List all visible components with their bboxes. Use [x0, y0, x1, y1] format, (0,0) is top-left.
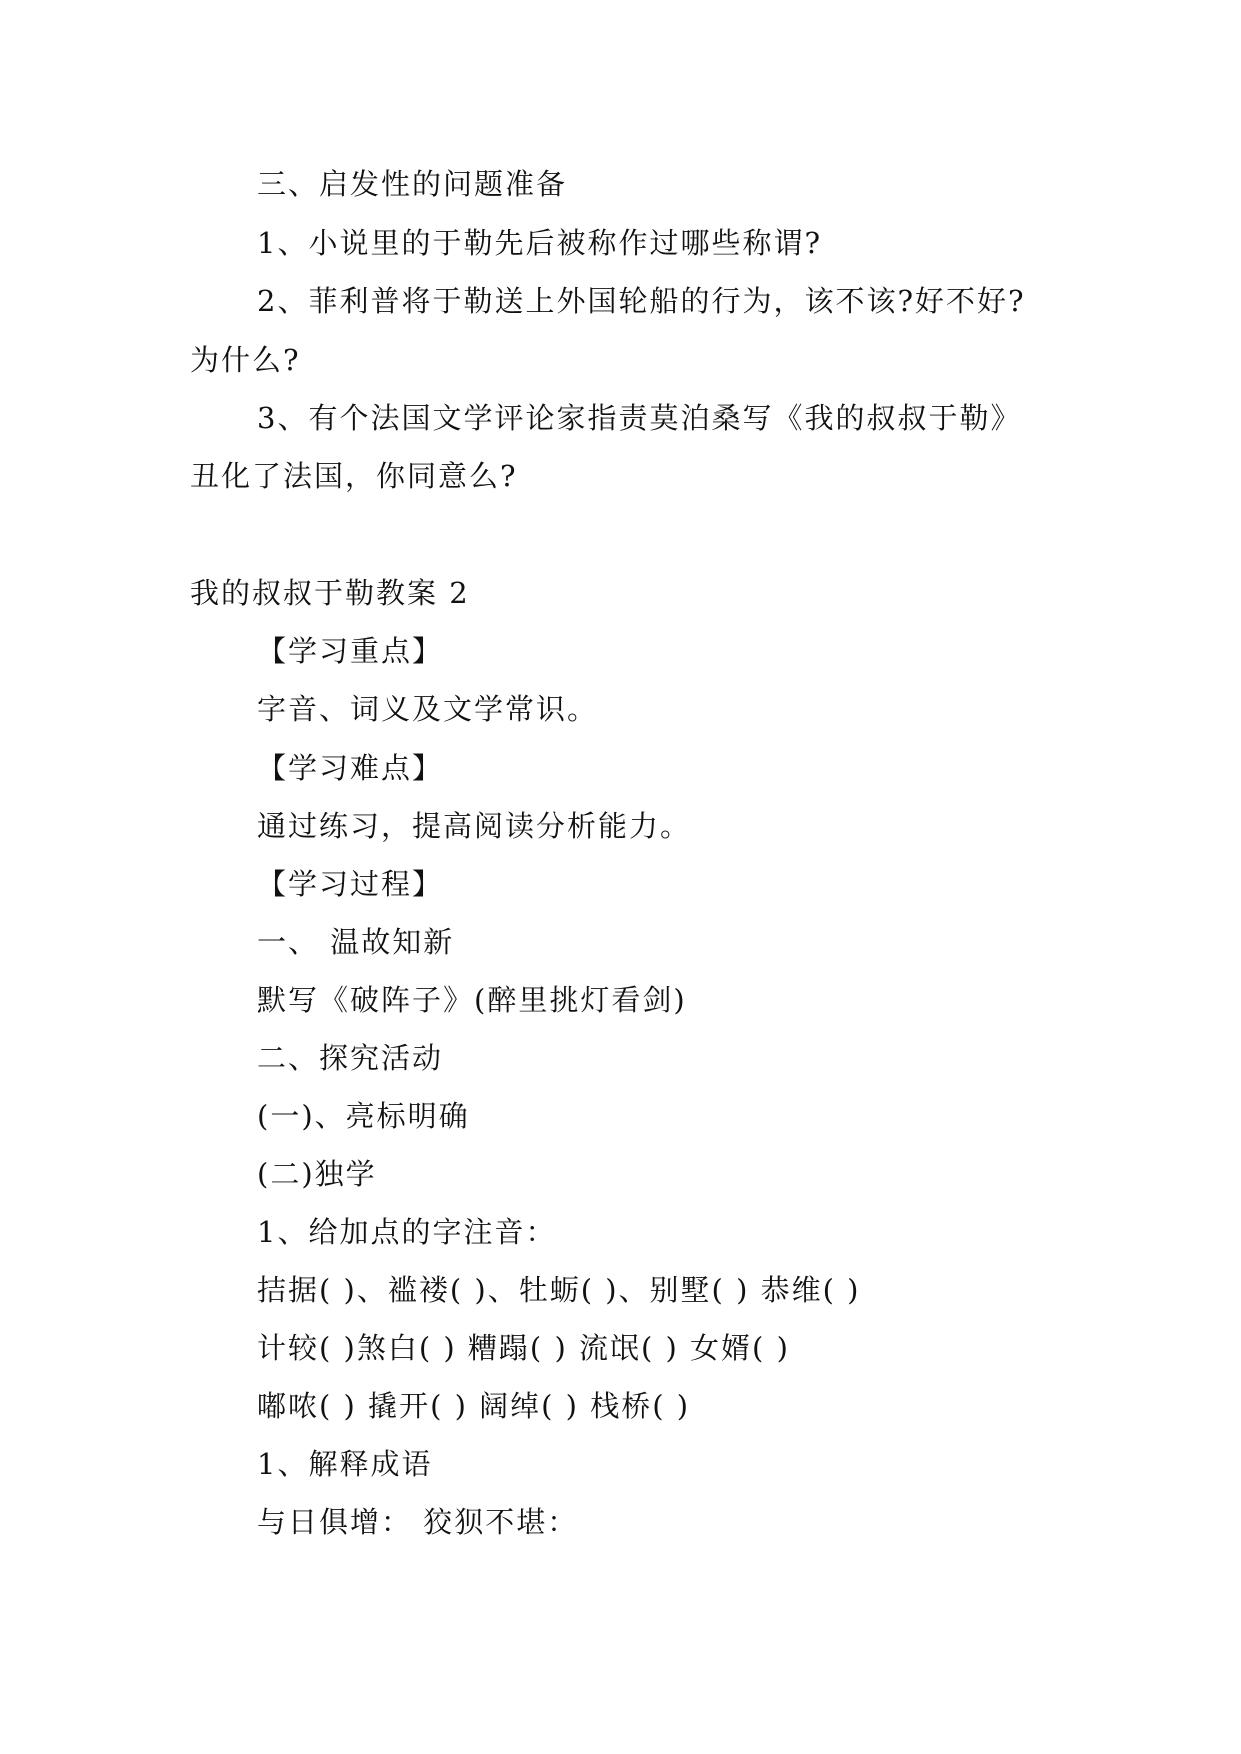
question-2-line-1: 2、菲利普将于勒送上外国轮船的行为，该不该?好不好?	[257, 284, 1026, 318]
difficulty-text: 通过练习，提高阅读分析能力。	[257, 809, 692, 843]
lesson-title: 我的叔叔于勒教案 2	[190, 576, 470, 610]
question-1: 1、小说里的于勒先后被称作过哪些称谓?	[257, 226, 822, 260]
section-heading: 三、启发性的问题准备	[257, 167, 568, 201]
idiom-title: 1、解释成语	[257, 1447, 433, 1481]
pinyin-row-1: 拮据( )、褴褛( )、牡蛎( )、别墅( ) 恭维( )	[257, 1273, 861, 1307]
idiom-row: 与日俱增： 狡狈不堪：	[257, 1505, 579, 1539]
pinyin-title: 1、给加点的字注音：	[257, 1215, 557, 1249]
focus-text: 字音、词义及文学常识。	[257, 692, 599, 726]
question-3-line-1: 3、有个法国文学评论家指责莫泊桑写《我的叔叔于勒》	[257, 401, 1022, 435]
step-1-heading: 一、 温故知新	[257, 925, 455, 959]
process-label: 【学习过程】	[257, 867, 444, 901]
step-2-heading: 二、探究活动	[257, 1041, 444, 1075]
step-1-text: 默写《破阵子》(醉里挑灯看剑)	[257, 983, 687, 1017]
step-2-part-b: (二)独学	[257, 1157, 377, 1191]
question-3-line-2: 丑化了法国，你同意么?	[190, 459, 518, 493]
pinyin-row-3: 嘟哝( ) 撬开( ) 阔绰( ) 栈桥( )	[257, 1389, 691, 1423]
focus-label: 【学习重点】	[257, 634, 444, 668]
step-2-part-a: (一)、亮标明确	[257, 1099, 470, 1133]
pinyin-row-2: 计较( )煞白( ) 糟蹋( ) 流氓( ) 女婿( )	[257, 1331, 790, 1365]
question-2-line-2: 为什么?	[190, 343, 301, 377]
difficulty-label: 【学习难点】	[257, 751, 444, 785]
